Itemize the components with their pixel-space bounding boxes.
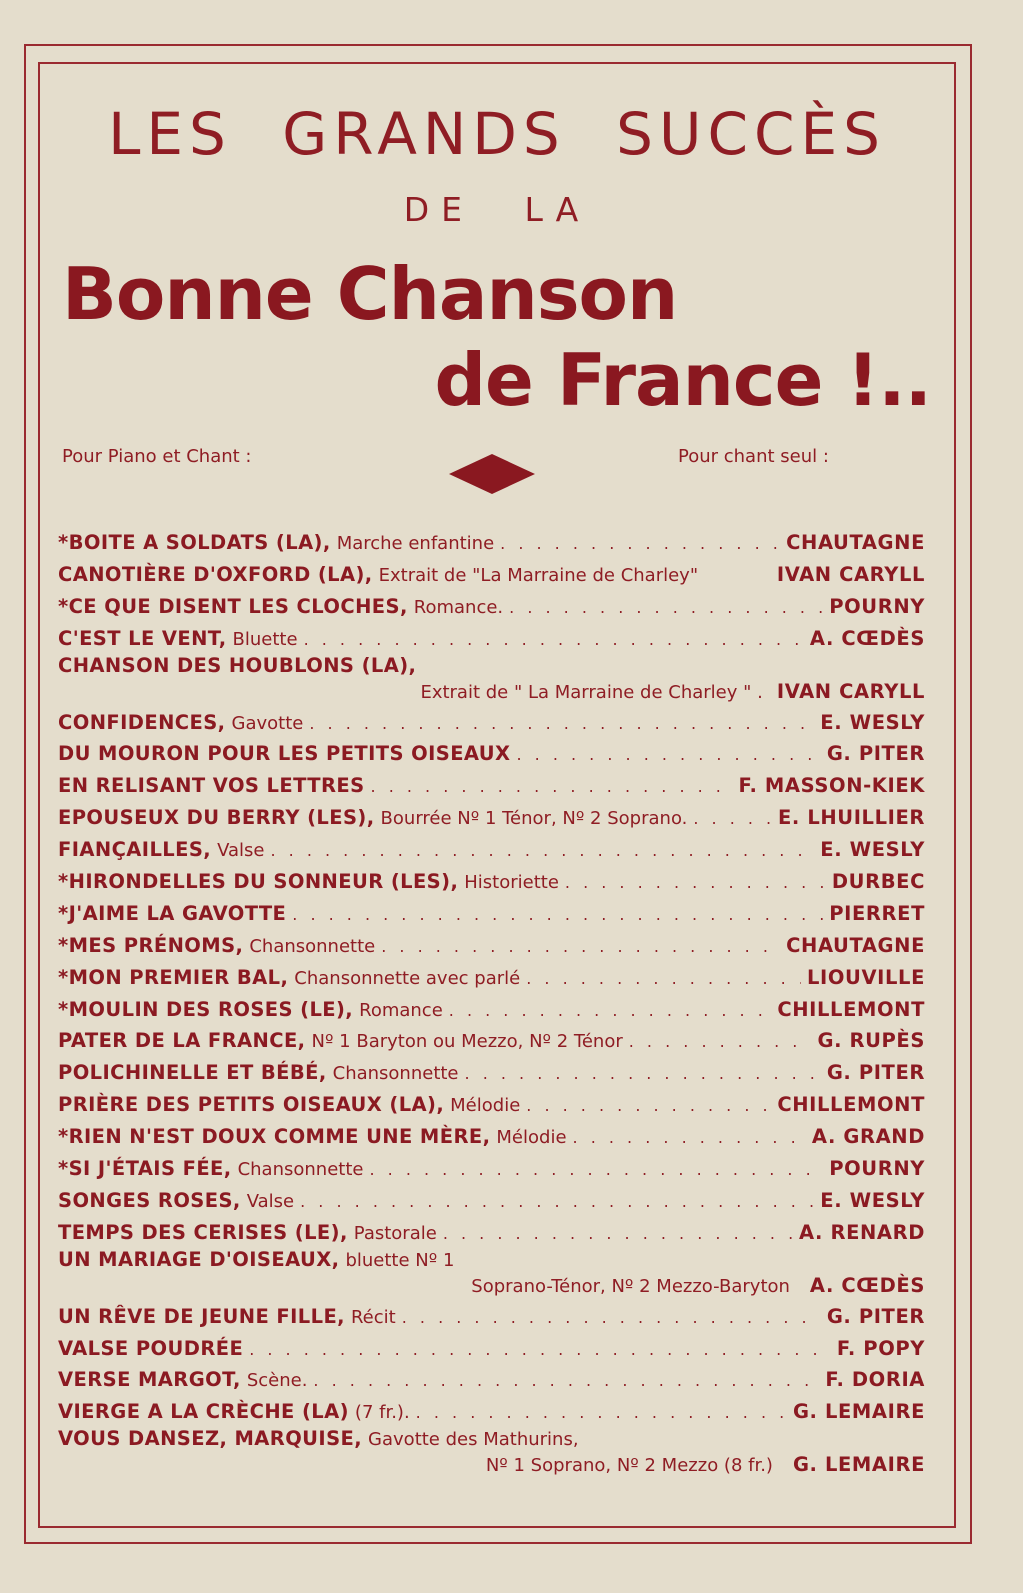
song-author: G. PITER xyxy=(826,1304,925,1328)
song-description: Mélodie xyxy=(496,1127,567,1149)
song-description: Récit xyxy=(350,1306,396,1328)
dot-leader xyxy=(516,739,820,771)
header-line-4: de France !.. xyxy=(434,338,931,422)
song-title: TEMPS DES CERISES (LE), xyxy=(58,1220,348,1244)
song-author: G. RUPÈS xyxy=(817,1029,925,1053)
dot-leader xyxy=(402,1302,821,1334)
song-title: *SI J'ÉTAIS FÉE, xyxy=(58,1157,232,1181)
song-title: *MES PRÉNOMS, xyxy=(58,933,244,957)
dot-leader xyxy=(249,1334,831,1366)
song-author: A. RENARD xyxy=(799,1220,925,1244)
song-author: E. WESLY xyxy=(820,1188,925,1212)
song-row xyxy=(58,1217,925,1249)
song-description: Nº 1 Baryton ou Mezzo, Nº 2 Ténor xyxy=(311,1031,623,1053)
dot-leader xyxy=(292,899,823,931)
dot-leader xyxy=(565,867,826,899)
song-row-continuation xyxy=(58,1271,925,1301)
song-title: FIANÇAILLES, xyxy=(58,838,212,862)
song-row xyxy=(58,770,925,802)
song-author: E. LHUILLIER xyxy=(778,806,925,830)
song-author: CHILLEMONT xyxy=(777,1093,925,1117)
song-row xyxy=(58,1364,925,1396)
song-row xyxy=(58,559,925,591)
dot-leader xyxy=(309,708,814,740)
song-row xyxy=(58,655,925,677)
song-title: EN RELISANT VOS LETTRES xyxy=(58,774,365,798)
song-row xyxy=(58,707,925,739)
song-description-continued: Soprano-Ténor, Nº 2 Mezzo-Baryton xyxy=(471,1275,790,1297)
song-row xyxy=(58,962,925,994)
song-title: *BOITE A SOLDATS (LA), xyxy=(58,531,331,554)
piano-chant-label: Pour Piano et Chant : xyxy=(62,446,252,467)
song-title: CONFIDENCES, xyxy=(58,710,226,734)
song-title: VOUS DANSEZ, MARQUISE, xyxy=(58,1427,363,1451)
song-description: Valse xyxy=(217,840,265,862)
song-row xyxy=(58,1249,925,1271)
song-row xyxy=(58,994,925,1026)
song-title: CANOTIÈRE D'OXFORD (LA), xyxy=(58,562,373,586)
song-row xyxy=(58,1396,925,1428)
song-row xyxy=(58,527,925,559)
song-description: Gavotte des Mathurins, xyxy=(368,1429,579,1451)
song-description: (7 fr.). xyxy=(354,1402,410,1424)
song-row xyxy=(58,834,925,866)
song-author: G. LEMAIRE xyxy=(792,1453,925,1477)
song-title: PATER DE LA FRANCE, xyxy=(58,1029,306,1053)
song-row xyxy=(58,1301,925,1333)
song-row xyxy=(58,1185,925,1217)
song-row xyxy=(58,1057,925,1089)
dot-leader xyxy=(509,592,823,624)
header-line-3: Bonne Chanson xyxy=(62,252,678,336)
song-row xyxy=(58,1121,925,1153)
song-author: POURNY xyxy=(829,1157,925,1181)
song-row xyxy=(58,591,925,623)
song-row xyxy=(58,866,925,898)
song-author: CHAUTAGNE xyxy=(786,933,925,957)
song-author: A. GRAND xyxy=(811,1125,925,1149)
song-author: CHILLEMONT xyxy=(777,997,925,1021)
song-row xyxy=(58,1153,925,1185)
song-author: LIOUVILLE xyxy=(806,965,925,989)
song-row xyxy=(58,1089,925,1121)
song-title: *CE QUE DISENT LES CLOCHES, xyxy=(58,594,408,618)
song-description: Chansonnette avec parlé xyxy=(294,967,521,989)
song-title: C'EST LE VENT, xyxy=(58,626,227,650)
song-description: Historiette xyxy=(464,872,559,894)
dot-leader xyxy=(465,1058,821,1090)
song-list xyxy=(58,527,925,1480)
dot-leader xyxy=(304,624,804,656)
song-description: Chansonnette xyxy=(332,1063,459,1085)
song-author: G. PITER xyxy=(826,1061,925,1085)
dot-leader xyxy=(526,1090,771,1122)
song-row xyxy=(58,898,925,930)
song-title: VALSE POUDRÉE xyxy=(58,1336,244,1360)
song-description: Extrait de "La Marraine de Charley" xyxy=(378,564,699,586)
song-description: Valse xyxy=(246,1190,295,1212)
song-description: Chansonnette xyxy=(237,1159,364,1181)
song-author: F. DORIA xyxy=(825,1368,925,1392)
song-description-continued: Nº 1 Soprano, Nº 2 Mezzo (8 fr.) xyxy=(485,1455,773,1477)
song-author: POURNY xyxy=(829,594,925,618)
song-author: E. WESLY xyxy=(820,710,925,734)
dot-leader xyxy=(369,1154,823,1186)
song-title: *J'AIME LA GAVOTTE xyxy=(58,901,287,925)
song-description: Chansonnette xyxy=(249,935,376,957)
dot-leader xyxy=(381,931,780,963)
song-description: Pastorale xyxy=(353,1222,437,1244)
song-description: Romance xyxy=(359,999,443,1021)
song-author: PIERRET xyxy=(829,901,925,925)
song-title: PRIÈRE DES PETITS OISEAUX (LA), xyxy=(58,1093,445,1117)
header-line-1: LES GRANDS SUCCÈS xyxy=(108,100,886,168)
song-description: Bourrée Nº 1 Ténor, Nº 2 Soprano. xyxy=(380,808,688,830)
song-description: Romance. xyxy=(413,596,504,618)
song-row-continuation xyxy=(58,1450,925,1480)
song-row xyxy=(58,1025,925,1057)
song-description: Extrait de " La Marraine de Charley " . xyxy=(420,681,763,703)
song-description: bluette Nº 1 xyxy=(345,1249,455,1271)
chant-seul-label: Pour chant seul : xyxy=(678,446,829,467)
song-author: G. PITER xyxy=(826,742,925,766)
dot-leader xyxy=(416,1397,787,1429)
dot-leader xyxy=(443,1218,793,1250)
song-title: DU MOURON POUR LES PETITS OISEAUX xyxy=(58,742,511,766)
song-author: IVAN CARYLL xyxy=(776,562,925,586)
song-title: UN RÊVE DE JEUNE FILLE, xyxy=(58,1304,345,1328)
dot-leader xyxy=(629,1026,812,1058)
song-row xyxy=(58,930,925,962)
dot-leader xyxy=(449,995,772,1027)
song-title: VIERGE A LA CRÈCHE (LA) xyxy=(58,1400,349,1424)
song-author: A. CŒDÈS xyxy=(809,626,925,650)
song-description: Gavotte xyxy=(231,712,304,734)
song-description: Marche enfantine xyxy=(336,533,495,554)
song-author: A. CŒDÈS xyxy=(809,1273,925,1297)
song-title: *RIEN N'EST DOUX COMME UNE MÈRE, xyxy=(58,1125,491,1149)
song-title: *HIRONDELLES DU SONNEUR (LES), xyxy=(58,870,459,894)
song-title: *MOULIN DES ROSES (LE), xyxy=(58,997,354,1021)
dot-leader xyxy=(693,803,772,835)
song-title: VERSE MARGOT, xyxy=(58,1368,241,1392)
dot-leader xyxy=(371,771,733,803)
song-author: F. MASSON-KIEK xyxy=(738,774,925,798)
song-author: G. LEMAIRE xyxy=(792,1400,925,1424)
song-title: SONGES ROSES, xyxy=(58,1188,241,1212)
song-author: F. POPY xyxy=(836,1336,925,1360)
dot-leader xyxy=(526,963,801,995)
song-author: IVAN CARYLL xyxy=(776,679,925,703)
song-title: CHANSON DES HOUBLONS (LA), xyxy=(58,653,417,677)
song-title: EPOUSEUX DU BERRY (LES), xyxy=(58,806,375,830)
song-description: Mélodie xyxy=(450,1095,521,1117)
song-row xyxy=(58,802,925,834)
dot-leader xyxy=(313,1365,819,1397)
song-row xyxy=(58,623,925,655)
diamond-ornament-icon xyxy=(449,454,535,494)
dot-leader xyxy=(270,835,814,867)
song-title: *MON PREMIER BAL, xyxy=(58,965,289,989)
song-row xyxy=(58,1333,925,1365)
song-row-continuation xyxy=(58,677,925,707)
song-description: Scène. xyxy=(246,1370,308,1392)
dot-leader xyxy=(573,1122,806,1154)
header-line-2: DE LA xyxy=(403,190,591,229)
song-title: POLICHINELLE ET BÉBÉ, xyxy=(58,1061,327,1085)
song-row xyxy=(58,1428,925,1450)
song-author: DURBEC xyxy=(831,870,925,894)
song-author: E. WESLY xyxy=(820,838,925,862)
song-row xyxy=(58,738,925,770)
song-title: UN MARIAGE D'OISEAUX, xyxy=(58,1247,340,1271)
song-description: Bluette xyxy=(232,628,298,650)
song-author: CHAUTAGNE xyxy=(786,531,925,554)
dot-leader xyxy=(300,1186,814,1218)
dot-leader xyxy=(500,528,780,560)
